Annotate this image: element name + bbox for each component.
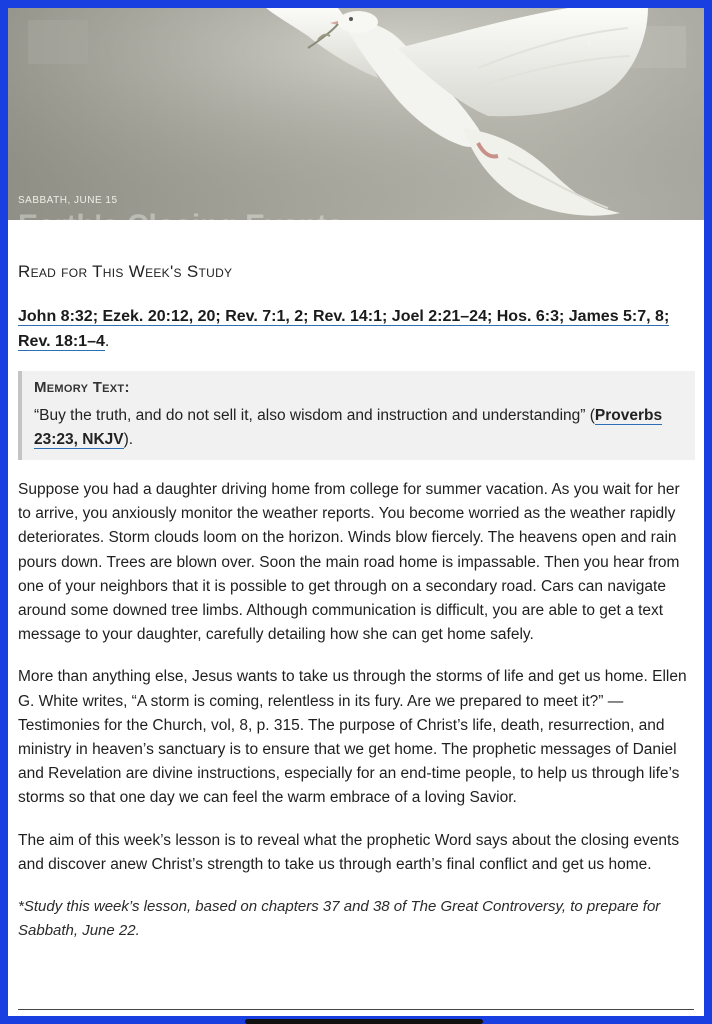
study-note: *Study this week’s lesson, based on chapters 37 and 38 of The Great Controversy, to prepare for Sabbath, June 22. — [18, 898, 661, 940]
memory-citation-link[interactable]: Proverbs 23:23, NKJV — [34, 407, 663, 448]
memory-text-box — [18, 371, 695, 460]
lesson-content — [18, 220, 696, 943]
memory-quote-close: ). — [123, 431, 134, 448]
memory-text-label: Memory Text: — [34, 379, 130, 396]
body-paragraph: The aim of this week’s lesson is to reveal what the prophetic Word says about the closing events and discover anew Christ’s strength to take us through earth’s final conflict and get us home. — [18, 831, 680, 873]
body-paragraph: Suppose you had a daughter driving home from college for summer vacation. As you wait for her to arrive, you anxiously monitor the weather reports. You become worried as the weather rapidly deteriorates. Storm clouds loom on the horizon. Winds blow fiercely. The heavens open and rain pours down. Trees are blown over. Soon the main road home is impassable. Then you hear from one of your neighbors that it is possible to get through on a secondary road. Cars can navigate around some downed tree limbs. Although communication is difficult, you are able to get a text message to your daughter, carefully detailing how she can get home safely. — [18, 481, 680, 644]
hero-banner — [8, 8, 704, 242]
home-indicator[interactable] — [245, 1019, 483, 1024]
hero-title: Earth's Closing Events — [18, 209, 344, 242]
app-screen — [8, 8, 704, 1016]
divider — [18, 1009, 694, 1010]
section-heading: Read for This Week's Study — [18, 262, 233, 281]
memory-quote-text: “Buy the truth, and do not sell it, also wisdom and instruction and understanding” ( — [34, 407, 595, 424]
hero-date-label: SABBATH, JUNE 15 — [18, 195, 118, 206]
study-references — [18, 304, 696, 354]
body-paragraph: More than anything else, Jesus wants to take us through the storms of life and get us home. Ellen G. White writes, “A storm is coming, relentless in its fury. Are we prepared to meet it?” — Testimonies for the Church, vol, 8, p. 315. The purpose of Christ’s life, death, resurrection, and ministry in heaven’s sanctuary is to ensure that we get home. The prophetic messages of Daniel and Revelation are divine instructions, especially for an end-time people, to help us through life’s storms so that one day we can feel the warm embrace of a loving Savior. — [18, 668, 687, 807]
memory-text-quote — [34, 404, 685, 452]
references-period: . — [104, 333, 110, 350]
references-link[interactable]: John 8:32; Ezek. 20:12, 20; Rev. 7:1, 2; Rev. 14:1; Joel 2:21–24; Hos. 6:3; James 5:7, 8; Rev. 18:1–4 — [18, 308, 670, 350]
